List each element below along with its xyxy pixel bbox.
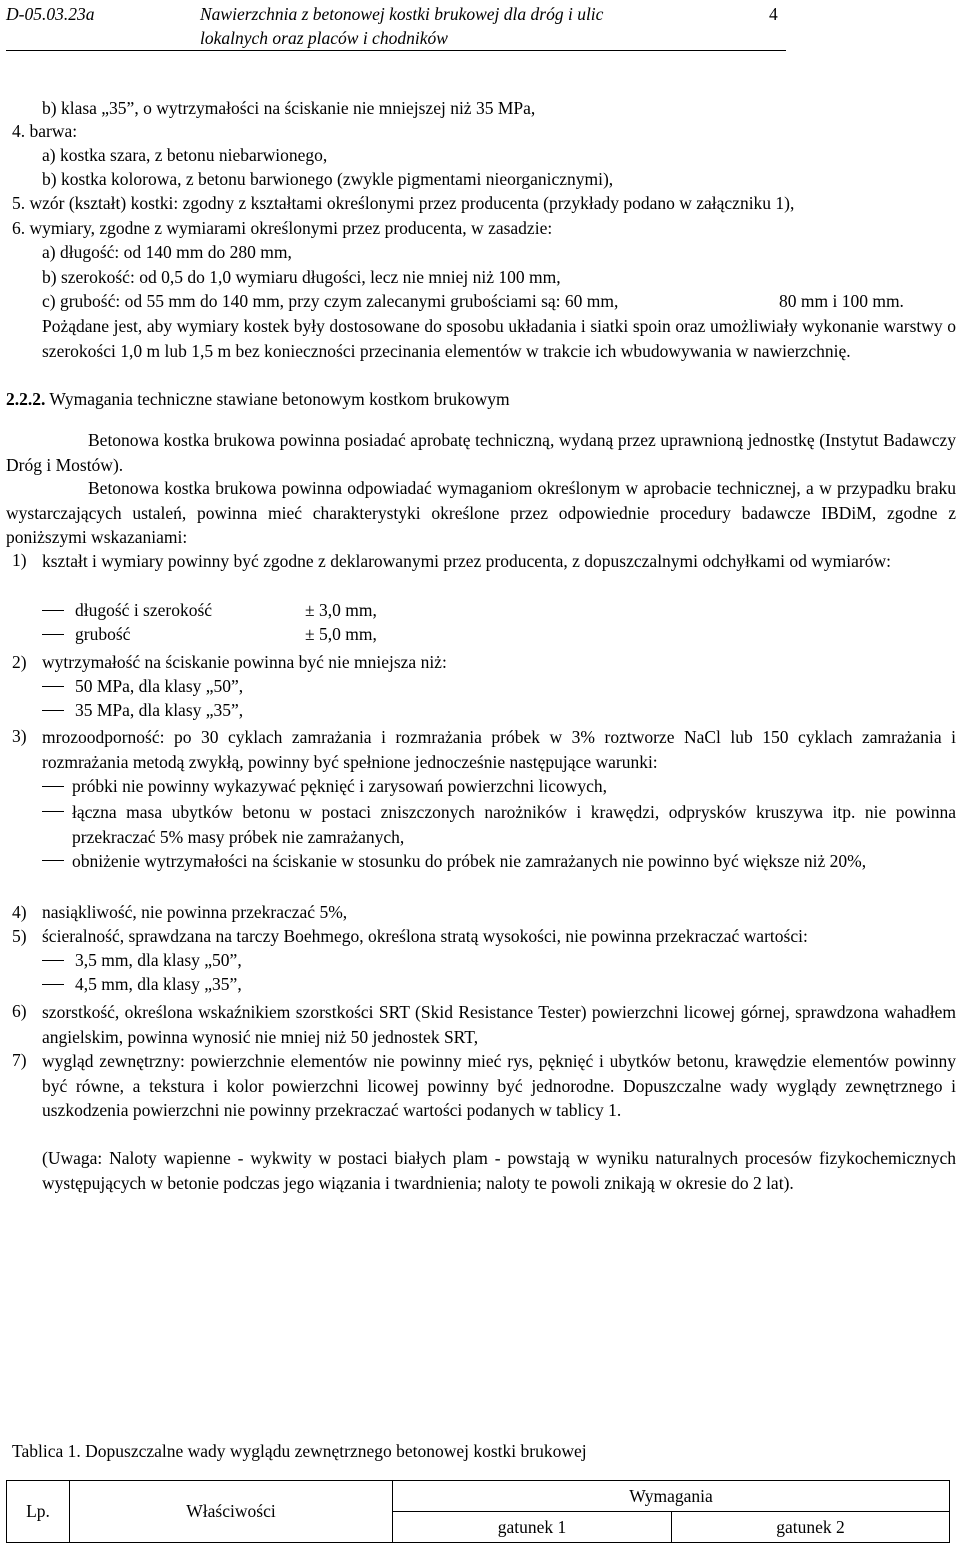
section-title: Wymagania techniczne stawiane betonowym kostkom brukowym	[45, 389, 510, 409]
item-2-number: 2)	[12, 652, 27, 672]
item-7-text: wygląd zewnętrzny: powierzchnie elementów nie powinny mieć rys, pęknięć i ubytków betonu, krawędzie elementów powinny być równe, a tekstura i kolor powierzchni licowej powinny być jednorodne. Dopuszczalne wady wyglądy zewnętrznego i uszkodzenia powierzchni nie powinny przekraczać wartości podanych w tablicy 1.	[42, 1051, 956, 1120]
header-gatunek-1: gatunek 1	[393, 1512, 672, 1543]
paragraph-odpowiadac: Betonowa kostka brukowa powinna odpowiadać wymaganiom określonym w aprobacie technicznej, a w przypadku braku wystarczających ustaleń, powinna mieć charakterystyki określone przez odpowiednie procedury badawcze IBDiM, zgodne z poniższymi wskazaniami:	[6, 478, 956, 547]
line-wzor: 5. wzór (kształt) kostki: zgodny z kształtami określonymi przez producenta (przykłady podano w załączniku 1),	[12, 193, 795, 213]
item-1a-label: długość i szerokość	[75, 600, 213, 620]
item-3a: próbki nie powinny wykazywać pęknięć i zarysowań powierzchni licowych,	[72, 776, 608, 796]
item-3-number: 3)	[12, 726, 27, 746]
item-3b: łączna masa ubytków betonu w postaci zniszczonych narożników i krawędzi, odprysków kruszywa itp. nie powinna przekraczać 5% masy próbek nie zamrażanych,	[72, 802, 956, 847]
item-4-number: 4)	[12, 902, 27, 922]
line-grubosc-cont: 80 mm i 100 mm.	[779, 291, 904, 311]
item-3-text: mrozoodporność: po 30 cyklach zamrażania i rozmrażania próbek w 3% roztworze NaCl lub 150 cyklach zamrażania i rozmrażania metodą zwykłą, powinny być spełnione jednocześnie następujące warunki:	[42, 727, 956, 772]
page-number: 4	[769, 4, 778, 24]
item-6-text: szorstkość, określona wskaźnikiem szorstkości SRT (Skid Resistance Tester) powierzchni licowej górnej, sprawdzona wahadłem angielskim, powinna wynosić nie mniej niż 50 jednostek SRT,	[42, 1002, 956, 1047]
dash-3b	[42, 811, 64, 812]
dash-3c	[42, 860, 64, 861]
dash-3a	[42, 786, 64, 787]
dash-2b	[42, 710, 64, 711]
item-1b-label: grubość	[75, 624, 131, 644]
line-dlugosc: a) długość: od 140 mm do 280 mm,	[42, 242, 292, 262]
item-1-number: 1)	[12, 550, 27, 570]
item-5-text: ścieralność, sprawdzana na tarczy Boehmego, określona stratą wysokości, nie powinna przekraczać wartości:	[42, 926, 808, 946]
item-5b: 4,5 mm, dla klasy „35”,	[75, 974, 242, 994]
dash-5b	[42, 984, 64, 985]
header-gatunek-2: gatunek 2	[672, 1512, 950, 1543]
doc-title-line2: lokalnych oraz placów i chodników	[200, 28, 448, 48]
header-wlasciwosci: Właściwości	[70, 1481, 393, 1543]
dash-5a	[42, 960, 64, 961]
line-barwa: 4. barwa:	[12, 121, 78, 141]
item-5-number: 5)	[12, 926, 27, 946]
item-5a: 3,5 mm, dla klasy „50”,	[75, 950, 242, 970]
line-wymiary: 6. wymiary, zgodne z wymiarami określonymi przez producenta, w zasadzie:	[12, 218, 553, 238]
item-6-number: 6)	[12, 1001, 27, 1021]
header-wymagania: Wymagania	[393, 1481, 950, 1512]
item-2-text: wytrzymałość na ściskanie powinna być nie mniejsza niż:	[42, 652, 447, 672]
paragraph-pozadane: Pożądane jest, aby wymiary kostek były dostosowane do sposobu układania i siatki spoin oraz umożliwiały wykonanie warstwy o szerokości 1,0 m lub 1,5 m bez konieczności przecinania elementów w trakcie ich wbudowywania w nawierzchnię.	[42, 316, 956, 361]
item-1b-value: ± 5,0 mm,	[305, 624, 377, 644]
item-1a-value: ± 3,0 mm,	[305, 600, 377, 620]
doc-code: D-05.03.23a	[6, 4, 95, 24]
item-2a: 50 MPa, dla klasy „50”,	[75, 676, 244, 696]
line-kostka-szara: a) kostka szara, z betonu niebarwionego,	[42, 145, 328, 165]
line-szerokosc: b) szerokość: od 0,5 do 1,0 wymiaru długości, lecz nie mniej niż 100 mm,	[42, 267, 561, 287]
item-7-note: (Uwaga: Naloty wapienne - wykwity w postaci białych plam - powstają w wyniku naturalnych procesów fizykochemicznych występujących w betonie podczas jego wiązania i twardnienia; naloty te powoli znikają w okresie do 2 lat).	[42, 1148, 956, 1193]
section-heading	[6, 388, 510, 410]
item-2b: 35 MPa, dla klasy „35”,	[75, 700, 244, 720]
line-kostka-kolorowa: b) kostka kolorowa, z betonu barwionego (zwykle pigmentami nieorganicznymi),	[42, 169, 614, 189]
line-klasa-35: b) klasa „35”, o wytrzymałości na ściskanie nie mniejszej niż 35 MPa,	[42, 98, 536, 118]
dash-2a	[42, 686, 64, 687]
table-header-row	[7, 1481, 950, 1512]
item-1-text: kształt i wymiary powinny być zgodne z deklarowanymi przez producenta, z dopuszczalnymi odchyłkami od wymiarów:	[42, 551, 891, 571]
doc-title-line1: Nawierzchnia z betonowej kostki brukowej dla dróg i ulic	[200, 4, 604, 24]
item-3c: obniżenie wytrzymałości na ściskanie w stosunku do próbek nie zamrażanych nie powinno być większe niż 20%,	[72, 851, 867, 871]
dash-1b	[42, 634, 64, 635]
item-4-text: nasiąkliwość, nie powinna przekraczać 5%,	[42, 902, 348, 922]
paragraph-aprobata: Betonowa kostka brukowa powinna posiadać aprobatę techniczną, wydaną przez uprawnioną jednostkę (Instytut Badawczy Dróg i Mostów).	[6, 430, 956, 475]
section-number: 2.2.2.	[6, 389, 46, 409]
item-7-number: 7)	[12, 1050, 27, 1070]
defects-table	[6, 1480, 950, 1543]
header-rule	[6, 50, 786, 51]
header-lp: Lp.	[7, 1481, 70, 1543]
table-caption: Tablica 1. Dopuszczalne wady wyglądu zewnętrznego betonowej kostki brukowej	[12, 1441, 587, 1461]
dash-1a	[42, 610, 64, 611]
line-grubosc: c) grubość: od 55 mm do 140 mm, przy czym zalecanymi grubościami są: 60 mm,	[42, 291, 619, 311]
